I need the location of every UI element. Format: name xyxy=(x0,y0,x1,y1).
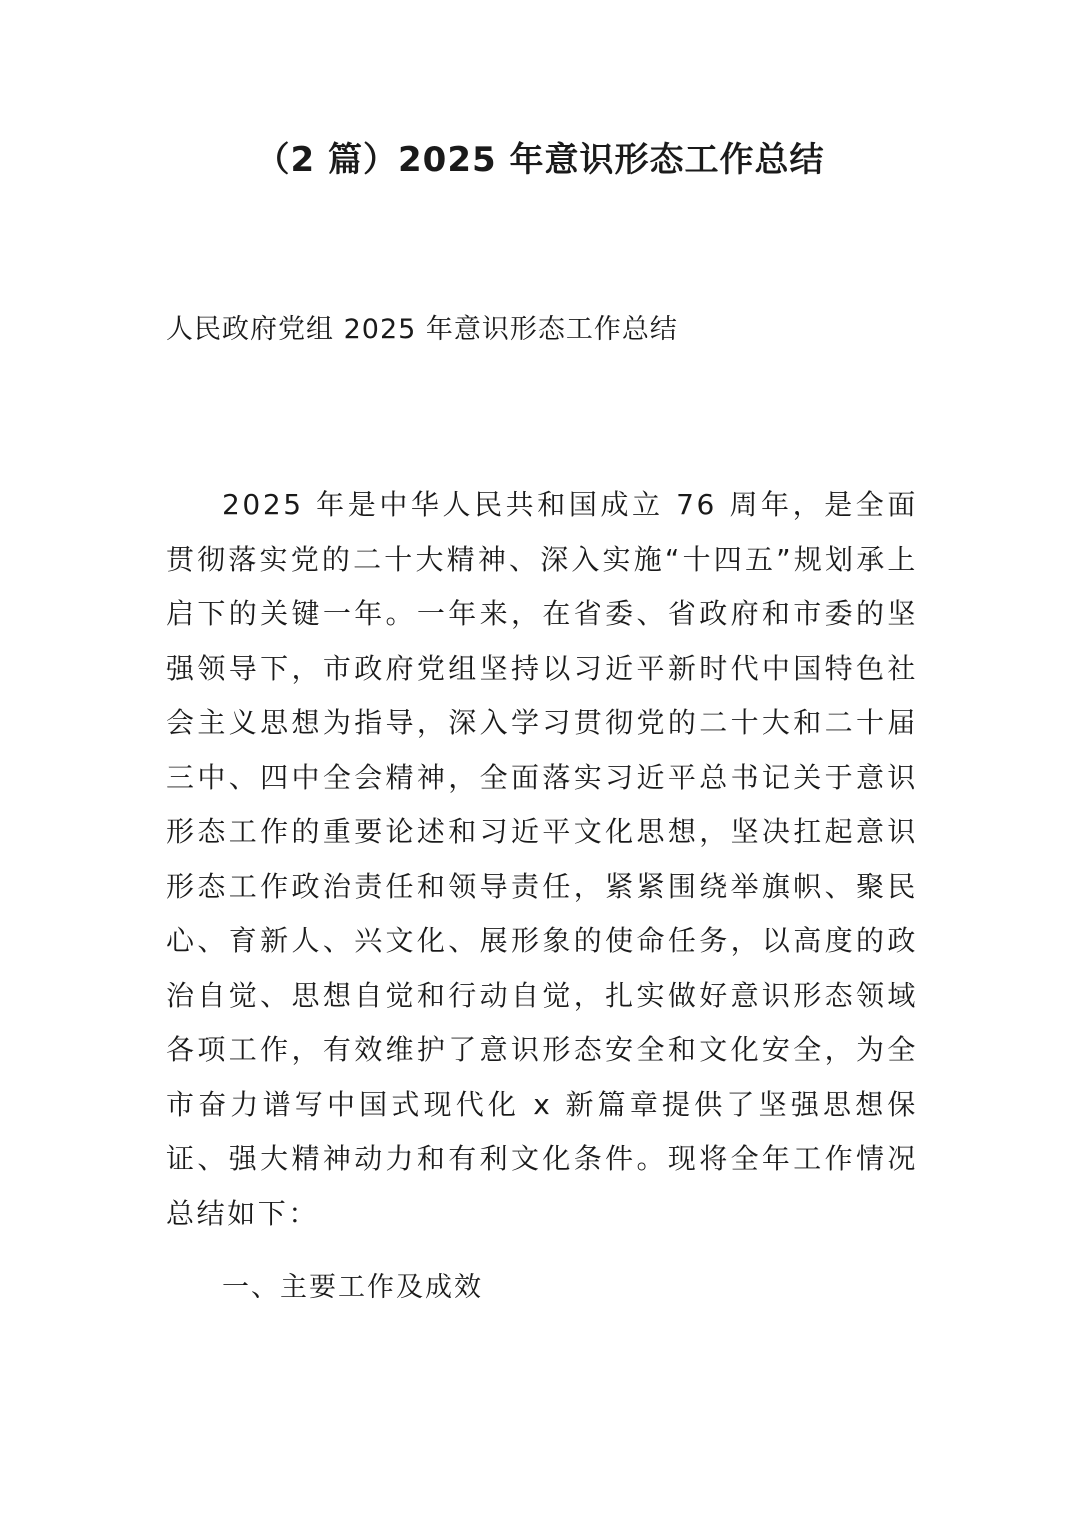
body-paragraph: 2025 年是中华人民共和国成立 76 周年，是全面贯彻落实党的二十大精神、深入实施“十四五”规划承上启下的关键一年。一年来，在省委、省政府和市委的坚强领导下，市政府党组坚持以习近平新时代中国特色社会主义思想为指导，深入学习贯彻党的二十大和二十届三中、四中全会精神，全面落实习近平总书记关于意识形态工作的重要论述和习近平文化思想，坚决扛起意识形态工作政治责任和领导责任，紧紧围绕举旗帜、聚民心、育新人、兴文化、展形象的使命任务，以高度的政治自觉、思想自觉和行动自觉，扎实做好意识形态领域各项工作，有效维护了意识形态安全和文化安全，为全市奋力谱写中国式现代化 x 新篇章提供了坚强思想保证、强大精神动力和有利文化条件。现将全年工作情况总结如下： xyxy=(166,488,918,1230)
section-heading: 一、主要工作及成效 xyxy=(222,1272,483,1303)
document-title: （2 篇）2025 年意识形态工作总结 xyxy=(255,140,825,180)
document-subtitle: 人民政府党组 2025 年意识形态工作总结 xyxy=(166,314,678,345)
